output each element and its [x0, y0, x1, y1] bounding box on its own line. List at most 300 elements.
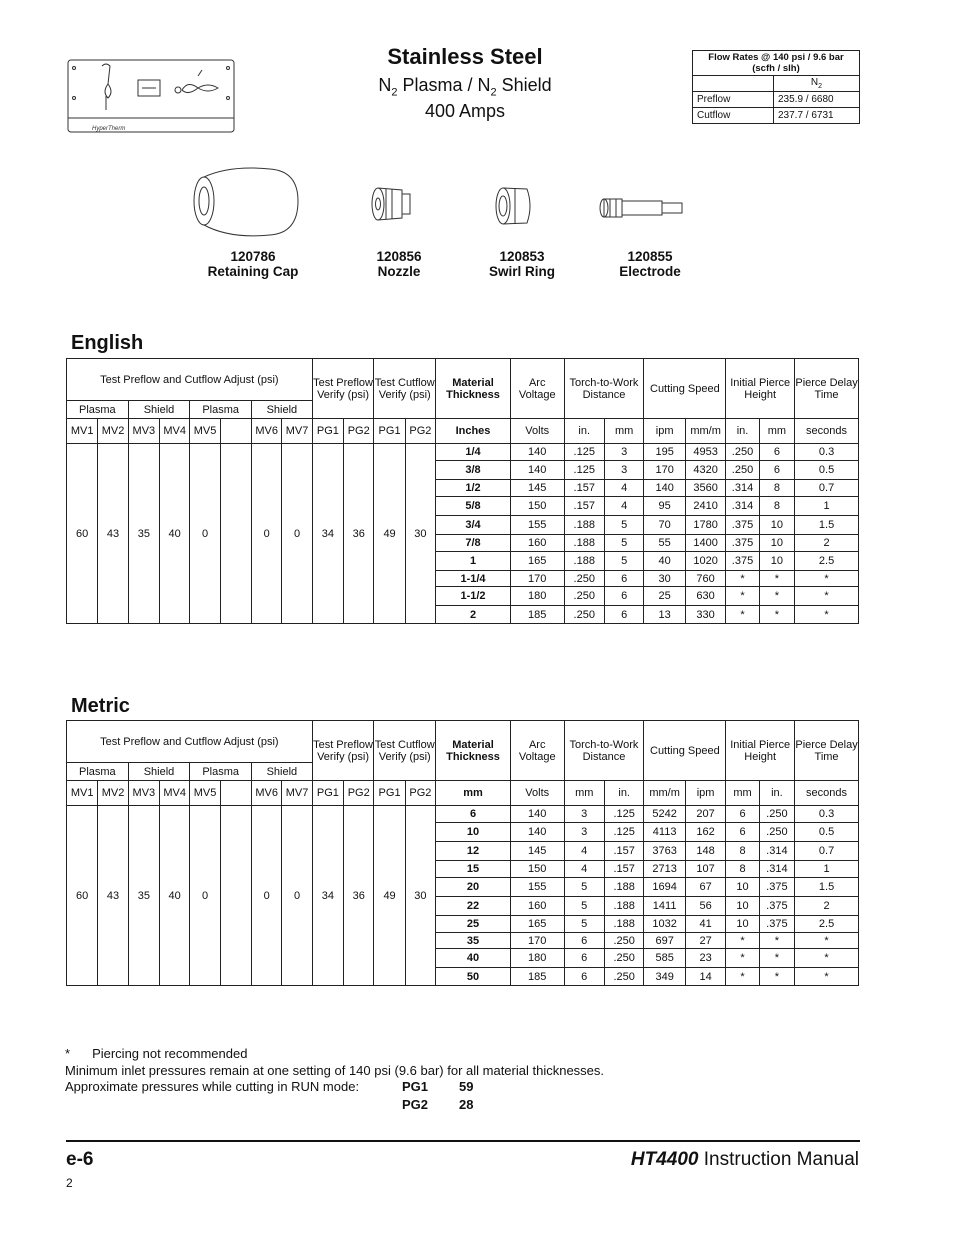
cell-arc-voltage: 145	[510, 842, 564, 861]
col-distance-unit-a: mm	[564, 781, 604, 806]
col-mv1: MV1	[67, 419, 98, 444]
note-inlet: Minimum inlet pressures remain at one setting of 140 psi (9.6 bar) for all material thicknesses.	[65, 1063, 605, 1078]
flow-rates-title: Flow Rates @ 140 psi / 9.6 bar	[708, 52, 844, 63]
nozzle-illustration	[368, 180, 416, 228]
setting-blank	[220, 444, 251, 624]
cell-distance-b: .125	[604, 806, 643, 823]
cell-speed-a: 195	[644, 444, 685, 461]
cell-thickness: 1	[436, 552, 511, 571]
cell-height-a: *	[726, 949, 759, 968]
cell-speed-a: 170	[644, 461, 685, 480]
cell-arc-voltage: 140	[510, 823, 564, 842]
cell-speed-b: 760	[685, 571, 725, 587]
amperage-subtitle: 400 Amps	[424, 101, 506, 121]
cell-thickness: 20	[436, 878, 511, 897]
cell-speed-b: 67	[685, 878, 725, 897]
cell-distance-a: .250	[564, 571, 604, 587]
part-electrode	[580, 249, 720, 279]
cell-thickness: 35	[436, 933, 511, 949]
cell-speed-a: 349	[644, 968, 685, 986]
cell-distance-a: .188	[564, 535, 604, 552]
header-plasma: Plasma	[67, 401, 129, 419]
cell-speed-b: 14	[685, 968, 725, 986]
col-height-unit-b: in.	[759, 781, 794, 806]
cell-height-a: .314	[726, 480, 759, 497]
cell-speed-b: 27	[685, 933, 725, 949]
header-shield: Shield	[128, 401, 190, 419]
preflow-value: 235.9 / 6680	[774, 92, 860, 108]
cell-speed-b: 41	[685, 916, 725, 933]
cell-speed-b: 1780	[685, 516, 725, 535]
cell-distance-a: 5	[564, 897, 604, 916]
cell-distance-b: .250	[604, 949, 643, 968]
cell-speed-b: 107	[685, 861, 725, 878]
col-mv5: MV5	[190, 419, 220, 444]
note-piercing	[65, 1046, 247, 1061]
cell-distance-a: 4	[564, 861, 604, 878]
cell-thickness: 2	[436, 606, 511, 624]
cell-speed-b: 4953	[685, 444, 725, 461]
setting-pg2b: 30	[405, 806, 435, 986]
part-name: Swirl Ring	[488, 264, 555, 279]
cell-speed-b: 56	[685, 897, 725, 916]
swirl-ring-illustration	[493, 183, 535, 229]
cell-pierce-delay: 0.7	[795, 842, 859, 861]
cell-speed-a: 2713	[644, 861, 685, 878]
subscript: 2	[391, 86, 398, 99]
metric-rows	[67, 806, 859, 986]
cell-thickness: 50	[436, 968, 511, 986]
header-shield: Shield	[252, 763, 313, 781]
cell-distance-b: 5	[604, 516, 643, 535]
cell-pierce-delay: *	[795, 587, 859, 606]
part-number: 120856	[376, 249, 422, 264]
cell-pierce-delay: 0.3	[795, 444, 859, 461]
col-mv5: MV5	[190, 781, 220, 806]
col-pg2: PG2	[405, 419, 435, 444]
col-thickness-unit: Inches	[436, 419, 511, 444]
cell-distance-b: 6	[604, 606, 643, 624]
cell-pierce-delay: 1.5	[795, 878, 859, 897]
cell-arc-voltage: 155	[510, 516, 564, 535]
col-mv4: MV4	[160, 781, 190, 806]
cell-speed-a: 40	[644, 552, 685, 571]
cell-distance-a: .188	[564, 552, 604, 571]
asterisk: *	[65, 1046, 71, 1061]
header-initial-pierce: Initial Pierce Height	[726, 721, 795, 781]
cell-height-b: *	[759, 606, 794, 624]
cell-height-b: .375	[759, 897, 794, 916]
cell-speed-a: 585	[644, 949, 685, 968]
cell-speed-a: 25	[644, 587, 685, 606]
header-torch-to-work: Torch-to-Work Distance	[564, 359, 644, 419]
cell-distance-b: 6	[604, 587, 643, 606]
cell-height-b: 6	[759, 461, 794, 480]
cell-height-b: 10	[759, 552, 794, 571]
header-cutting-speed: Cutting Speed	[644, 721, 726, 781]
setting-mv4: 40	[160, 444, 190, 624]
cell-speed-b: 2410	[685, 497, 725, 516]
cell-speed-a: 1694	[644, 878, 685, 897]
header-shield: Shield	[128, 763, 190, 781]
cell-height-a: 10	[726, 878, 759, 897]
part-name: Electrode	[619, 264, 681, 279]
header-material-thickness: Material Thickness	[436, 359, 511, 419]
cell-pierce-delay: *	[795, 606, 859, 624]
cell-pierce-delay: 2	[795, 897, 859, 916]
col-mv3: MV3	[128, 781, 159, 806]
cell-distance-a: 5	[564, 878, 604, 897]
setting-pg1b: 49	[374, 444, 405, 624]
col-speed-unit-b: mm/m	[685, 419, 725, 444]
subtitle-text: Shield	[496, 75, 552, 95]
header-arc-voltage: Arc Voltage	[510, 359, 564, 419]
col-distance-unit-b: in.	[604, 781, 643, 806]
part-number: 120853	[499, 249, 545, 264]
flow-rates-header	[693, 51, 860, 76]
cell-arc-voltage: 185	[510, 606, 564, 624]
english-cut-chart	[66, 358, 859, 624]
setting-pg1a: 34	[312, 806, 343, 986]
cell-speed-b: 1400	[685, 535, 725, 552]
cell-distance-b: 5	[604, 535, 643, 552]
cell-height-a: *	[726, 606, 759, 624]
cell-distance-b: 5	[604, 552, 643, 571]
setting-mv2: 43	[98, 806, 128, 986]
cell-distance-a: 3	[564, 823, 604, 842]
setting-mv7: 0	[282, 806, 312, 986]
cell-speed-b: 23	[685, 949, 725, 968]
col-mv7: MV7	[282, 419, 312, 444]
setting-pg2b: 30	[405, 444, 435, 624]
cell-speed-b: 148	[685, 842, 725, 861]
cell-arc-voltage: 155	[510, 878, 564, 897]
preflow-label: Preflow	[693, 92, 774, 108]
col-pg1: PG1	[374, 419, 405, 444]
cell-distance-b: 4	[604, 480, 643, 497]
col-volts: Volts	[510, 419, 564, 444]
col-volts: Volts	[510, 781, 564, 806]
electrode-illustration	[598, 195, 686, 221]
cell-arc-voltage: 165	[510, 916, 564, 933]
part-nozzle	[329, 249, 469, 279]
col-pg1: PG1	[312, 419, 343, 444]
cell-thickness: 15	[436, 861, 511, 878]
col-seconds: seconds	[795, 781, 859, 806]
flow-rates-table	[692, 50, 860, 124]
cell-distance-a: .157	[564, 497, 604, 516]
cell-arc-voltage: 140	[510, 444, 564, 461]
col-mv2: MV2	[98, 781, 128, 806]
metric-cut-chart	[66, 720, 859, 986]
cell-speed-a: 3763	[644, 842, 685, 861]
cell-height-b: .375	[759, 916, 794, 933]
cell-speed-a: 95	[644, 497, 685, 516]
cell-arc-voltage: 145	[510, 480, 564, 497]
cell-height-b: *	[759, 571, 794, 587]
cell-distance-b: .188	[604, 878, 643, 897]
header-pierce-delay: Pierce Delay Time	[795, 359, 859, 419]
cell-height-b: 6	[759, 444, 794, 461]
cell-height-b: .250	[759, 823, 794, 842]
cell-thickness: 12	[436, 842, 511, 861]
cell-distance-b: .250	[604, 968, 643, 986]
cell-speed-b: 1020	[685, 552, 725, 571]
col-distance-unit-b: mm	[604, 419, 643, 444]
note-approx: Approximate pressures while cutting in RUN mode:	[65, 1079, 360, 1094]
cell-distance-b: .157	[604, 842, 643, 861]
table-row	[67, 444, 859, 461]
cell-height-a: 10	[726, 916, 759, 933]
cell-height-b: .314	[759, 842, 794, 861]
header-arc-voltage: Arc Voltage	[510, 721, 564, 781]
cell-distance-a: .250	[564, 587, 604, 606]
cell-thickness: 40	[436, 949, 511, 968]
cell-distance-b: 6	[604, 571, 643, 587]
cell-pierce-delay: 2	[795, 535, 859, 552]
cell-height-a: *	[726, 933, 759, 949]
cell-height-a: .250	[726, 444, 759, 461]
cell-distance-b: .125	[604, 823, 643, 842]
cell-height-a: *	[726, 968, 759, 986]
cell-speed-b: 207	[685, 806, 725, 823]
header-plasma: Plasma	[67, 763, 129, 781]
setting-mv5: 0	[190, 806, 220, 986]
cell-speed-b: 162	[685, 823, 725, 842]
cell-pierce-delay: 0.5	[795, 823, 859, 842]
col-blank	[220, 419, 251, 444]
gas-console-illustration	[62, 56, 240, 138]
cell-thickness: 1-1/4	[436, 571, 511, 587]
cell-thickness: 22	[436, 897, 511, 916]
cell-arc-voltage: 170	[510, 933, 564, 949]
cell-pierce-delay: 0.5	[795, 461, 859, 480]
header-test-cutflow: Test Cutflow Verify (psi)	[374, 359, 436, 419]
setting-mv4: 40	[160, 806, 190, 986]
blank-cell	[693, 76, 774, 92]
cell-pierce-delay: 0.3	[795, 806, 859, 823]
cell-thickness: 3/8	[436, 461, 511, 480]
cell-height-a: *	[726, 587, 759, 606]
cell-arc-voltage: 150	[510, 497, 564, 516]
cell-speed-b: 330	[685, 606, 725, 624]
col-pg2: PG2	[405, 781, 435, 806]
english-rows	[67, 444, 859, 624]
cell-height-b: 8	[759, 480, 794, 497]
cell-arc-voltage: 170	[510, 571, 564, 587]
cell-arc-voltage: 180	[510, 587, 564, 606]
cell-height-b: *	[759, 949, 794, 968]
cell-speed-a: 13	[644, 606, 685, 624]
header-torch-to-work: Torch-to-Work Distance	[564, 721, 644, 781]
header-pierce-delay: Pierce Delay Time	[795, 721, 859, 781]
part-name: Retaining Cap	[207, 264, 299, 279]
part-retaining-cap	[183, 249, 323, 279]
col-mv3: MV3	[128, 419, 159, 444]
setting-mv3: 35	[128, 444, 159, 624]
cell-height-b: .314	[759, 861, 794, 878]
cell-height-a: .250	[726, 461, 759, 480]
header-test-preflow-cutflow: Test Preflow and Cutflow Adjust (psi)	[67, 721, 313, 763]
cell-arc-voltage: 185	[510, 968, 564, 986]
header-plasma: Plasma	[190, 401, 252, 419]
cell-thickness: 6	[436, 806, 511, 823]
setting-mv1: 60	[67, 444, 98, 624]
header-test-cutflow: Test Cutflow Verify (psi)	[374, 721, 436, 781]
header-test-preflow: Test Preflow Verify (psi)	[312, 721, 374, 781]
setting-mv5: 0	[190, 444, 220, 624]
cell-arc-voltage: 180	[510, 949, 564, 968]
page-title: Stainless Steel	[387, 44, 543, 69]
setting-mv6: 0	[252, 806, 282, 986]
cell-arc-voltage: 165	[510, 552, 564, 571]
col-height-unit-a: in.	[726, 419, 759, 444]
cell-height-a: 6	[726, 806, 759, 823]
subscript: 2	[490, 86, 497, 99]
cell-height-a: 10	[726, 897, 759, 916]
part-swirl-ring	[452, 249, 592, 279]
cell-height-a: 8	[726, 842, 759, 861]
cell-arc-voltage: 140	[510, 806, 564, 823]
header-test-preflow-cutflow: Test Preflow and Cutflow Adjust (psi)	[67, 359, 313, 401]
cell-distance-b: .250	[604, 933, 643, 949]
page-number: 2	[66, 1176, 73, 1190]
col-mv6: MV6	[252, 781, 282, 806]
cell-pierce-delay: 0.7	[795, 480, 859, 497]
cutflow-label: Cutflow	[693, 108, 774, 124]
cell-distance-a: .125	[564, 461, 604, 480]
cell-distance-a: 5	[564, 916, 604, 933]
col-thickness-unit: mm	[436, 781, 511, 806]
cell-distance-a: 6	[564, 968, 604, 986]
gas-text: N	[810, 77, 819, 88]
col-speed-unit-b: ipm	[685, 781, 725, 806]
cell-speed-b: 3560	[685, 480, 725, 497]
header-test-preflow: Test Preflow Verify (psi)	[312, 359, 374, 419]
cell-arc-voltage: 160	[510, 535, 564, 552]
subtitle-text: Plasma / N	[397, 75, 491, 95]
cell-distance-b: 3	[604, 461, 643, 480]
cell-height-b: *	[759, 933, 794, 949]
cell-thickness: 25	[436, 916, 511, 933]
cell-distance-a: .188	[564, 516, 604, 535]
setting-blank	[220, 806, 251, 986]
cell-distance-a: 6	[564, 949, 604, 968]
cell-speed-a: 4113	[644, 823, 685, 842]
cell-height-a: 8	[726, 861, 759, 878]
cell-height-a: *	[726, 571, 759, 587]
cell-distance-b: .157	[604, 861, 643, 878]
col-mv7: MV7	[282, 781, 312, 806]
cell-thickness: 1-1/2	[436, 587, 511, 606]
cell-distance-a: 4	[564, 842, 604, 861]
cell-height-a: .375	[726, 552, 759, 571]
cell-thickness: 10	[436, 823, 511, 842]
pg2-value: 28	[459, 1097, 474, 1112]
setting-mv6: 0	[252, 444, 282, 624]
col-speed-unit-a: mm/m	[644, 781, 685, 806]
col-mv6: MV6	[252, 419, 282, 444]
header-initial-pierce: Initial Pierce Height	[726, 359, 795, 419]
cell-arc-voltage: 160	[510, 897, 564, 916]
cell-distance-b: .188	[604, 897, 643, 916]
setting-pg1b: 49	[374, 806, 405, 986]
cell-height-a: .314	[726, 497, 759, 516]
cell-arc-voltage: 150	[510, 861, 564, 878]
col-mv1: MV1	[67, 781, 98, 806]
part-number: 120855	[627, 249, 673, 264]
subscript: 2	[818, 83, 823, 90]
col-speed-unit-a: ipm	[644, 419, 685, 444]
cell-height-b: 10	[759, 535, 794, 552]
cell-speed-a: 30	[644, 571, 685, 587]
cell-thickness: 3/4	[436, 516, 511, 535]
cell-distance-b: .188	[604, 916, 643, 933]
cell-speed-a: 1411	[644, 897, 685, 916]
page-id: e-6	[66, 1149, 94, 1170]
cell-distance-a: 6	[564, 933, 604, 949]
col-height-unit-b: mm	[759, 419, 794, 444]
english-heading: English	[71, 332, 144, 354]
cell-height-b: *	[759, 587, 794, 606]
cell-pierce-delay: 1.5	[795, 516, 859, 535]
flow-rates-units: (scfh / slh)	[752, 63, 800, 74]
col-distance-unit-a: in.	[564, 419, 604, 444]
cell-speed-b: 630	[685, 587, 725, 606]
cell-height-b: .250	[759, 806, 794, 823]
cell-speed-a: 140	[644, 480, 685, 497]
gas-label	[774, 76, 860, 92]
pg2-label: PG2	[402, 1097, 429, 1112]
cell-pierce-delay: *	[795, 968, 859, 986]
cell-height-b: 8	[759, 497, 794, 516]
cell-thickness: 1/4	[436, 444, 511, 461]
manual-model: HT4400	[630, 1149, 699, 1170]
cell-pierce-delay: 1	[795, 861, 859, 878]
footer-rule	[66, 1140, 860, 1142]
cell-speed-a: 5242	[644, 806, 685, 823]
cell-height-a: .375	[726, 516, 759, 535]
col-pg1: PG1	[374, 781, 405, 806]
cell-height-b: *	[759, 968, 794, 986]
retaining-cap-illustration	[190, 163, 302, 241]
cell-distance-a: 3	[564, 806, 604, 823]
col-mv2: MV2	[98, 419, 128, 444]
cell-speed-a: 1032	[644, 916, 685, 933]
part-name: Nozzle	[377, 264, 421, 279]
cell-pierce-delay: 2.5	[795, 552, 859, 571]
svg-text:HyperTherm: HyperTherm	[92, 126, 126, 132]
cell-distance-b: 3	[604, 444, 643, 461]
gas-subtitle	[300, 75, 630, 99]
cutflow-value: 237.7 / 6731	[774, 108, 860, 124]
part-number: 120786	[230, 249, 276, 264]
cell-distance-a: .125	[564, 444, 604, 461]
col-pg1: PG1	[312, 781, 343, 806]
cell-height-b: .375	[759, 878, 794, 897]
col-seconds: seconds	[795, 419, 859, 444]
setting-mv7: 0	[282, 444, 312, 624]
cell-pierce-delay: 1	[795, 497, 859, 516]
setting-pg2a: 36	[344, 806, 374, 986]
cell-speed-a: 697	[644, 933, 685, 949]
header-shield: Shield	[252, 401, 313, 419]
cell-height-a: .375	[726, 535, 759, 552]
col-pg2: PG2	[344, 781, 374, 806]
setting-mv1: 60	[67, 806, 98, 986]
cell-distance-a: .157	[564, 480, 604, 497]
metric-heading: Metric	[71, 695, 130, 717]
